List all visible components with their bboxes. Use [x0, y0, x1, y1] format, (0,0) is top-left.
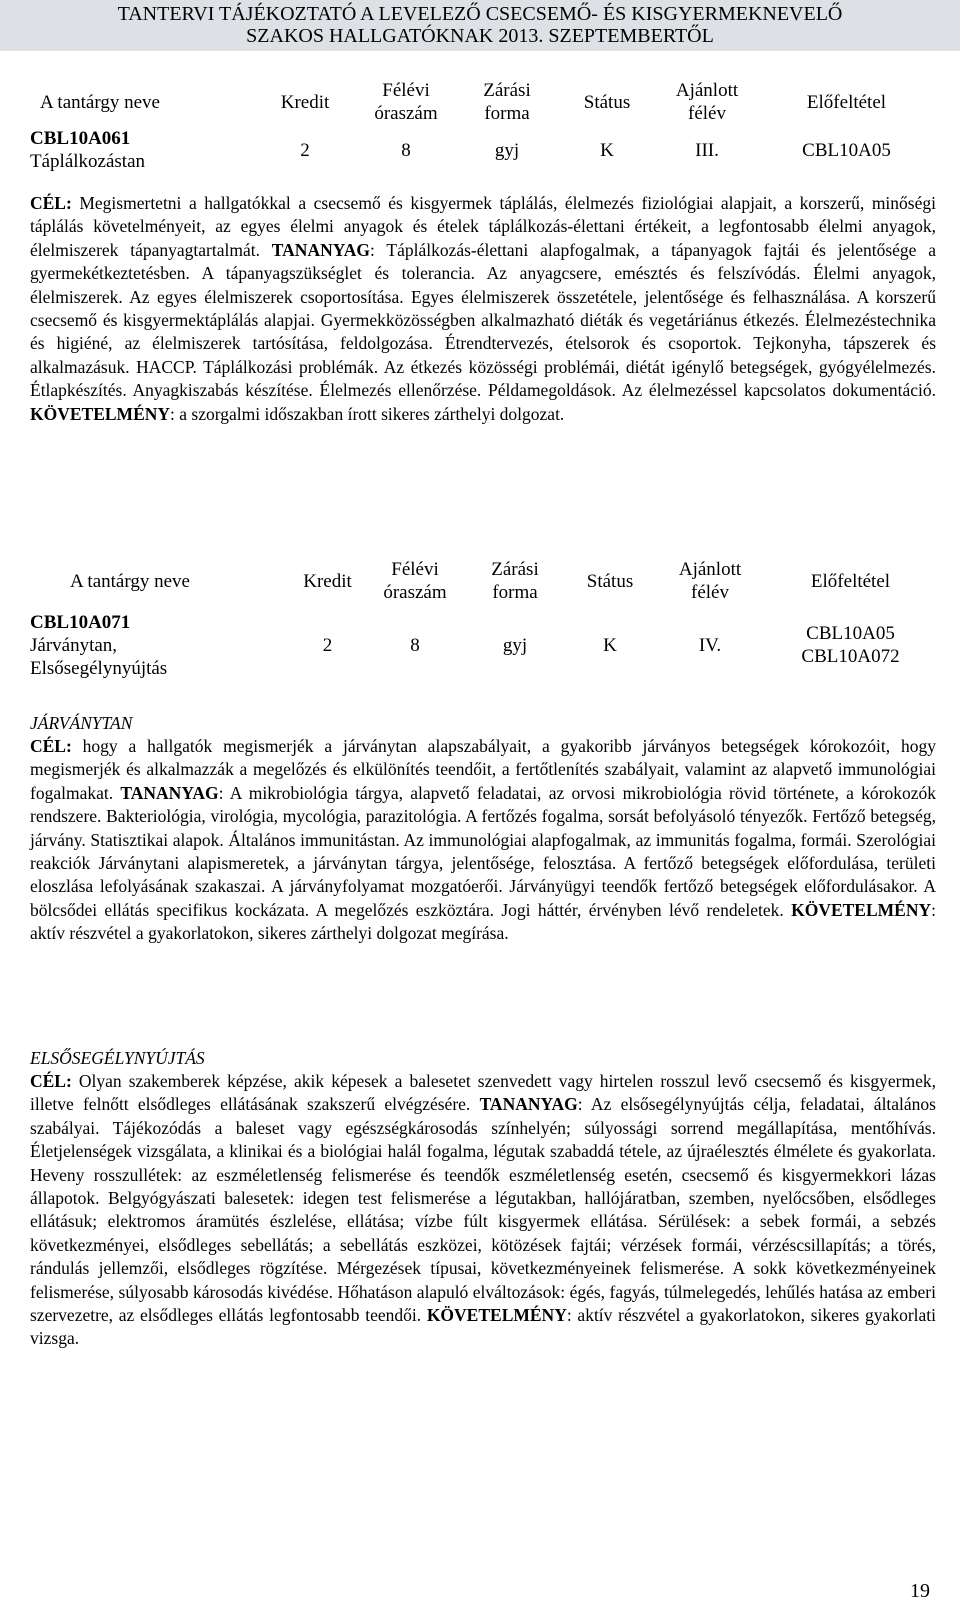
course1-name-cell	[30, 126, 255, 174]
header-hours-2: Félévi óraszám	[383, 559, 447, 603]
header-prereq: Előfeltétel	[806, 91, 887, 113]
elsosegely-title: ELSŐSEGÉLYNYÚJTÁS	[30, 1048, 205, 1068]
course1-name: Táplálkozástan	[30, 151, 146, 172]
course1-credit: 2	[300, 139, 310, 161]
course2-credit: 2	[322, 634, 333, 656]
course2-name-line-1: Járványtan,	[30, 634, 118, 656]
course2-table	[30, 555, 936, 683]
elsosegely-section	[30, 1047, 936, 1351]
course1-code: CBL10A061	[30, 128, 131, 149]
header-name-2: A tantárgy neve	[70, 570, 190, 592]
course1-semester: III.	[695, 139, 719, 161]
header-semester-2: Ajánlott félév	[678, 559, 742, 603]
course2-semester: IV.	[698, 634, 722, 656]
page-number: 19	[910, 1580, 930, 1602]
course1-paragraph: CÉL: Megismertetni a hallgatókkal a csecsemő és kisgyermek táplálás, élelmezés fiziológiai alapjait, a korszerű, minőségi táplálás követelményeit, az egyes élelmi anyagok és ételek táplálkozás-élettani értékeit, a legfontosabb élelmi anyagok, élelmiszerek tápanyagtartalmát. TANANYAG: Táplálkozás-élettani alapfogalmak, a tápanyagok fajtái és jelentősége a gyermekétkeztetésben. A tápanyagszükséglet és tolerancia. Az anyagcsere, emésztés és felszívódás. Élelmi anyagok, élelmiszerek. Az egyes élelmiszerek csoportosítása. Egyes élelmiszerek összetétele, jelentősége és felhasználása. A korszerű csecsemő és kisgyermektáplálás alapjai. Gyermekközösségben alkalmazható diéták és vegetáriánus étkezés. Élelmezéstechnika és higiéné, az élelmiszerek tartósítása, feldolgozása. Étrendtervezés, ételsorok és csoportok. Tejkonyha, tápszerek és alkalmazásuk. HACCP. Táplálkozási problémák. Az étkezés közösségi problémái, diétát igénylő betegségek, gyógyélelmezés. Étlapkészítés. Anyagkiszabás készítése. Élelmezés ellenőrzése. Példamegoldások. Az élelmezéssel kapcsolatos dokumentáció. KÖVETELMÉNY: a szorgalmi időszakban írott sikeres zárthelyi dolgozat.	[30, 193, 937, 424]
jarvanytan-paragraph: CÉL: hogy a hallgatók megismerjék a járványtan alapszabályait, a gyakoribb járványos betegségek kórokozóit, hogy megismerjék és alkalmazzák a megelőzés és elkülönítés teendőit, a fertőtlenítés szabályait, valamint az alapvető immunológiai fogalmakat. TANANYAG: A mikrobiológia tárgya, alapvető feladatai, az orvosi mikrobiológia rövid története, a kórokozók rendszere. Bakteriológia, virológia, mycológia, parazitológia. A fertőzés fogalma, sorsát befolyásoló tényezők. Fertőző betegség, járvány. Statisztikai alapok. Általános immunitástan. Az immunológiai alapfogalmak, az immunitás fogalma, formái. Szerológiai reakciók Járványtani alapismeretek, a járványtan tárgya, jelentősége, felosztása. A fertőző betegségek előfordulása, területi eloszlása lefolyásának szakaszai. A járványfolyamat mozgatóerői. Járványügyi teendők fertőző betegségek előfordulásakor. A bölcsődei ellátás specifikus kockázata. A megelőzés eszköztára. Jogi háttér, érvényben lévő rendeletek. KÖVETELMÉNY: aktív részvétel a gyakorlatokon, sikeres zárthelyi dolgozat megírása.	[30, 736, 937, 944]
course1-prereq: CBL10A05	[802, 139, 891, 161]
header-exam-2: Zárási forma	[491, 559, 539, 603]
header-name: A tantárgy neve	[40, 91, 160, 113]
elsosegely-paragraph: CÉL: Olyan szakemberek képzése, akik képesek a balesetet szenvedett vagy hirtelen rosszul levő csecsemő és kisgyermek, illetve felnőtt elsődleges ellátásának szakszerű elvégzésére. TANANYAG: Az elsősegélynyújtás célja, feladatai, általános szabályai. Tájékozódás a baleset vagy egészségkárosodás színhelyén; súlyossági sorrend megállapítása, mentőhívás. Életjelenségek vizsgálata, a klinikai és a biológiai halál fogalma, légutak szabaddá tétele, az újraélesztés élmélete és gyakorlata. Heveny rosszullétek: az eszméletlenség felismerése és teendők eszméletlenség esetén, csecsemő és kisgyermekkori lázas állapotok. Belgyógyászati balesetek: idegen test felismerése a légutakban, hallójáratban, szemben, nyelőcsőben, elsődleges ellátásuk; elektromos áramütés észlelése, ellátása; vízbe fúlt kisgyermek ellátása. Sérülések: a sebek formái, a sebzés következményei, elsődleges sebellátás; a sebellátás eszközei, kötözések fajtái; vérzések formái, vérzéscsillapítás; a törés, rándulás jellemzői, elsődleges rögzítése. Mérgezések típusai, következményeinek felismerése. A sokk következményeinek felismerése, súlyosabb károsodás kivédése. Hőhatáson alapuló elváltozások: égés, fagyás, túlmelegedés, lehűlés hatása az emberi szervezetre, az elsődleges ellátás legfontosabb teendői. KÖVETELMÉNY: aktív részvétel a gyakorlatokon, sikeres gyakorlati vizsga.	[30, 1071, 936, 1349]
header-status: Státus	[583, 91, 631, 113]
course1-status: K	[600, 139, 614, 161]
header-status-2: Státus	[586, 570, 634, 592]
header-prereq-2: Előfeltétel	[810, 570, 891, 592]
header-semester: Ajánlott félév	[675, 80, 739, 124]
header-exam: Zárási forma	[483, 80, 531, 124]
course2-exam: gyj	[502, 634, 528, 656]
jarvanytan-title: JÁRVÁNYTAN	[30, 713, 133, 733]
course1-hours: 8	[401, 139, 411, 161]
course2-prereq: CBL10A05 CBL10A072	[801, 623, 900, 667]
course1-exam: gyj	[494, 139, 520, 161]
header-line-2: SZAKOS HALLGATÓKNAK 2013. SZEPTEMBERTŐL	[246, 25, 714, 47]
course1-description	[30, 192, 936, 426]
course2-hours: 8	[410, 634, 420, 656]
header-credit-2: Kredit	[303, 570, 352, 592]
course2-name-line-2: Elsősegélynyújtás	[30, 657, 168, 679]
jarvanytan-section	[30, 712, 936, 946]
course2-name-cell	[30, 607, 290, 683]
header-credit: Kredit	[280, 91, 330, 113]
header-hours: Félévi óraszám	[374, 80, 438, 124]
course2-status: K	[603, 634, 617, 656]
header-line-1: TANTERVI TÁJÉKOZTATÓ A LEVELEZŐ CSECSEMŐ- ÉS KISGYERMEKNEVELŐ	[117, 3, 843, 25]
course1-table	[30, 78, 936, 174]
course2-code: CBL10A071	[30, 611, 131, 633]
page-header	[0, 0, 960, 51]
